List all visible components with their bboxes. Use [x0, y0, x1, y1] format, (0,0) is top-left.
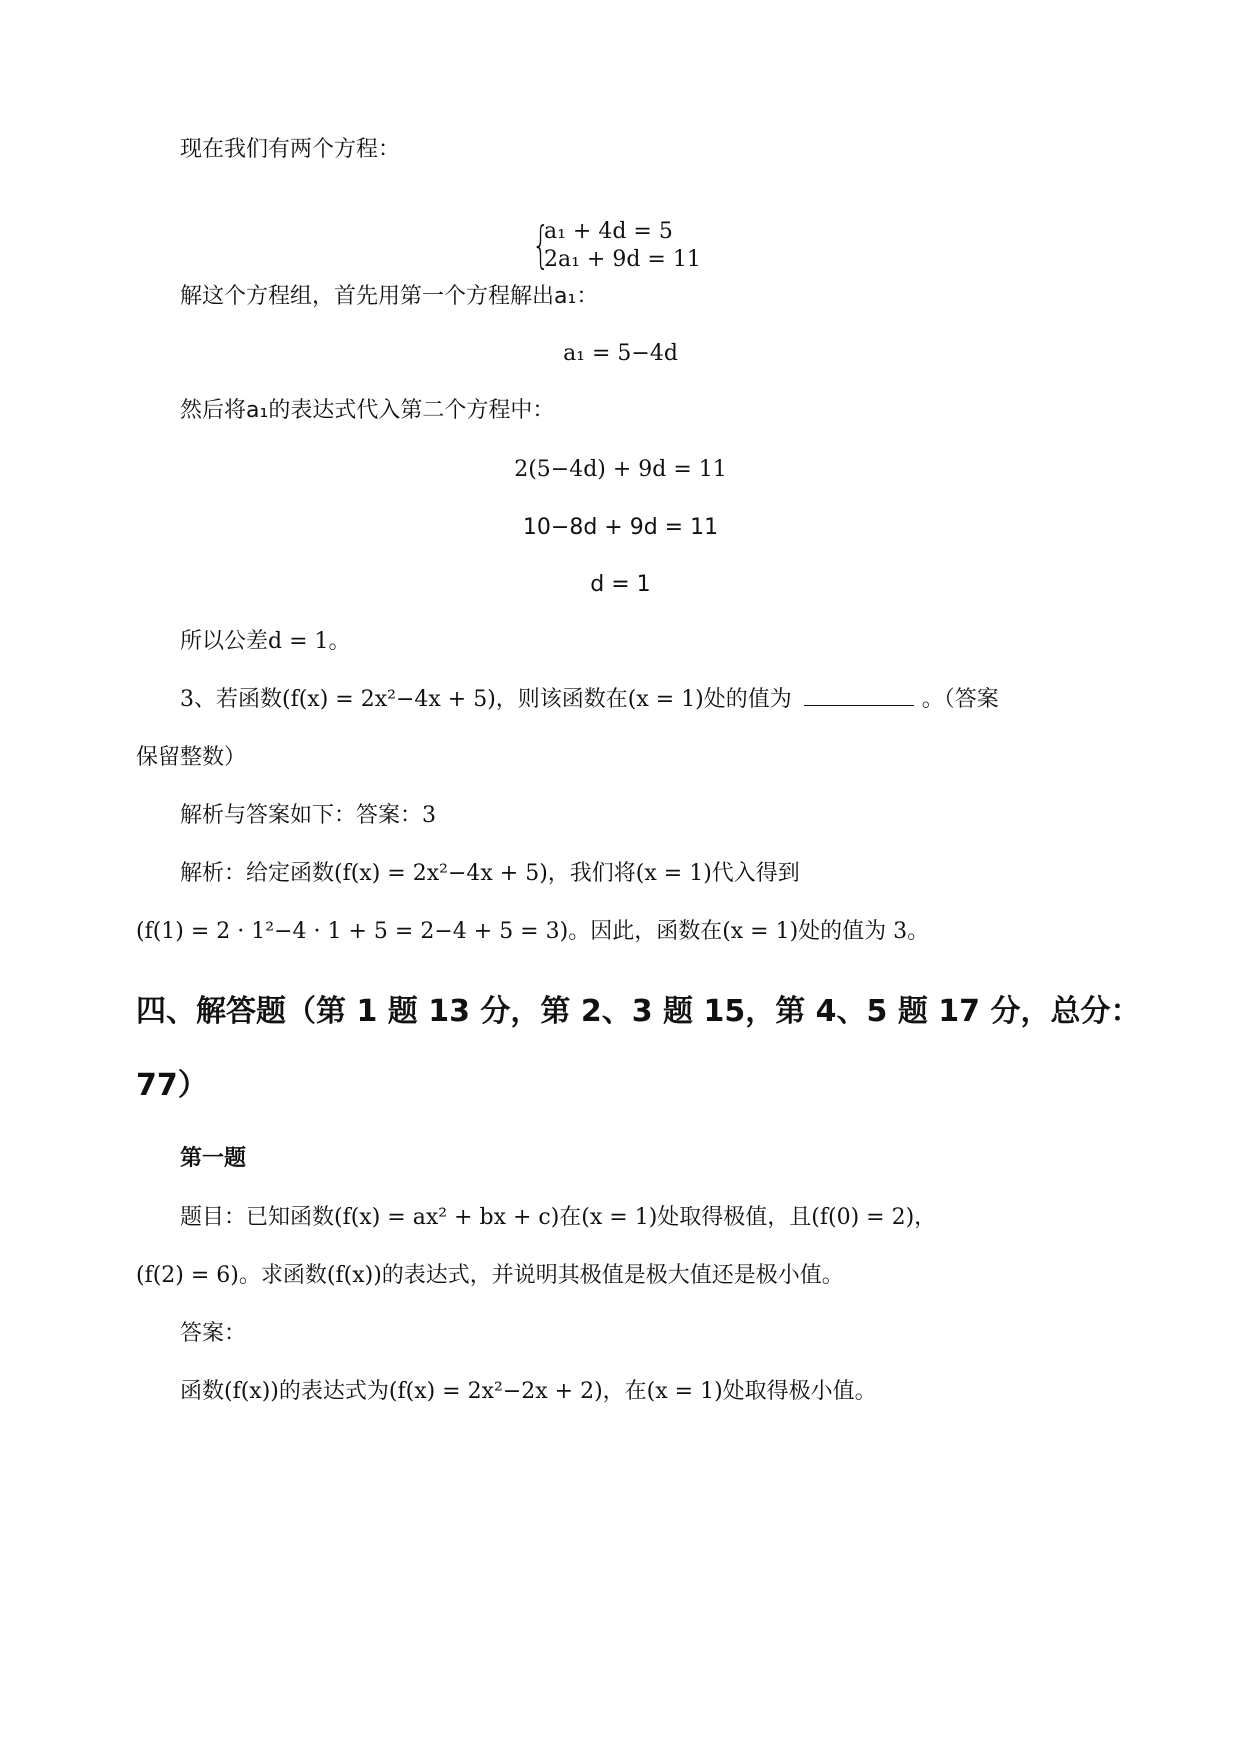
- system-equation-1: a₁ + 4d = 5: [544, 219, 673, 244]
- solve-variable: a₁: [554, 284, 577, 309]
- substitution-paragraph: [180, 397, 554, 425]
- section-4-heading-line-1: 四、解答题（第 1 题 13 分，第 2、3 题 15，第 4、5 题 17 分，总分：: [136, 994, 1141, 1029]
- equation-simplified: 10−8d + 9d = 11: [522, 515, 719, 540]
- equation-d: d = 1: [590, 572, 651, 597]
- brace-glyph: {: [532, 216, 550, 274]
- equation-system: [532, 218, 732, 278]
- question-3-tail: 。（答案: [921, 687, 999, 712]
- subst-text-prefix: 然后将: [180, 398, 247, 423]
- question-3-answer: 解析与答案如下：答案：3: [180, 803, 436, 828]
- solve-text-suffix: ：: [576, 284, 599, 309]
- intro-paragraph: 现在我们有两个方程：: [180, 137, 401, 162]
- conclusion-paragraph: 所以公差d = 1。: [180, 629, 351, 654]
- problem-1-answer-label: 答案：: [180, 1321, 247, 1346]
- problem-1-question-line-2: (f(2) = 6)。求函数(f(x))的表达式，并说明其极值是极大值还是极小值。: [136, 1263, 844, 1288]
- equation-a1: a₁ = 5−4d: [563, 341, 678, 366]
- answer-blank: [804, 691, 914, 706]
- question-3-line-2: 保留整数）: [136, 745, 247, 770]
- question-3-text: 3、若函数(f(x) = 2x²−4x + 5)，则该函数在(x = 1)处的值为: [180, 687, 792, 712]
- subst-variable: a₁: [246, 398, 269, 423]
- subst-text-suffix: 的表达式代入第二个方程中：: [268, 398, 555, 423]
- question-3-analysis-line-1: 解析：给定函数(f(x) = 2x²−4x + 5)，我们将(x = 1)代入得到: [180, 861, 800, 886]
- solve-text-prefix: 解这个方程组，首先用第一个方程解出: [180, 284, 555, 309]
- solve-paragraph: [180, 283, 598, 311]
- problem-1-title: 第一题: [180, 1146, 247, 1171]
- system-equation-2: 2a₁ + 9d = 11: [544, 247, 701, 272]
- question-3-line-1: [180, 686, 999, 714]
- equation-substituted: 2(5−4d) + 9d = 11: [514, 457, 727, 482]
- question-3-analysis-line-2: (f(1) = 2 · 1²−4 · 1 + 5 = 2−4 + 5 = 3)。因此，函数在(x = 1)处的值为 3。: [136, 919, 930, 944]
- problem-1-question-line-1: 题目：已知函数(f(x) = ax² + bx + c)在(x = 1)处取得极值，且(f(0) = 2)，: [180, 1205, 937, 1230]
- section-4-heading-line-2: 77）: [136, 1068, 208, 1103]
- problem-1-answer-text: 函数(f(x))的表达式为(f(x) = 2x²−2x + 2)，在(x = 1)处取得极小值。: [180, 1379, 877, 1404]
